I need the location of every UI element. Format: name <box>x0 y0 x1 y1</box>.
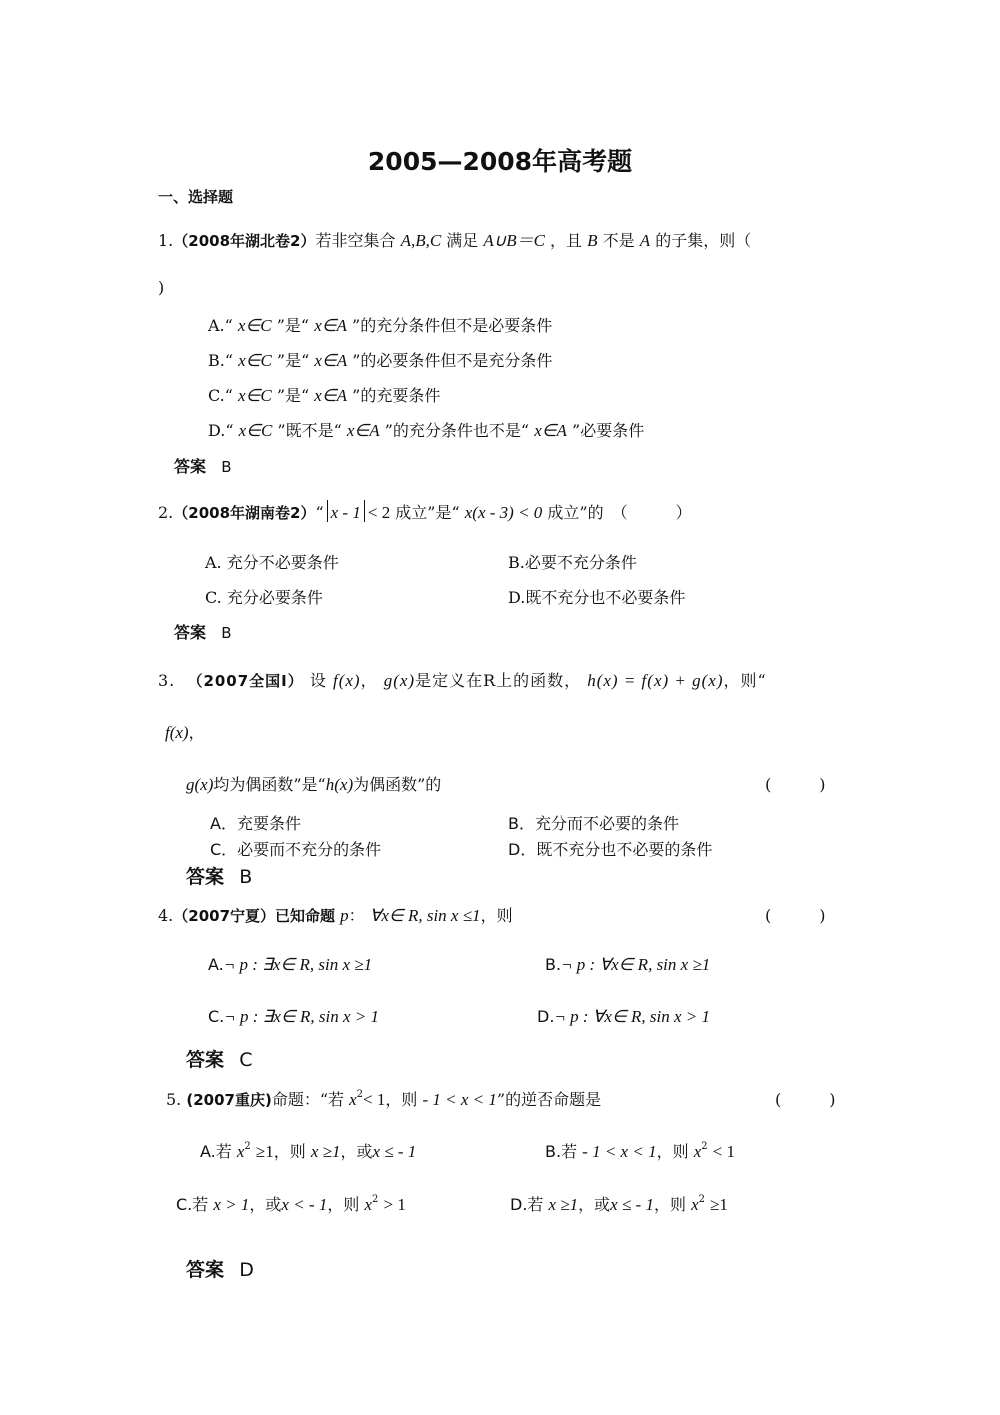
stem-text: ，且 <box>550 231 583 250</box>
option-text: ，或 <box>340 1142 373 1161</box>
question-2-option-c: C. 充分必要条件 <box>205 588 323 607</box>
question-number: 5. <box>166 1090 182 1109</box>
question-1-option-c <box>208 383 440 406</box>
question-source: （2008年湖南卷2） <box>173 504 316 522</box>
stem-text: 是定义在R上的函数， <box>415 671 582 690</box>
math-expr: x ≤ - 1 <box>372 1142 417 1161</box>
math-expr: ¬ p : ∃x∈ R, sin x > 1 <box>224 1007 379 1026</box>
question-4-paren: ( ) <box>765 906 826 925</box>
math-expr: x <box>693 1142 702 1161</box>
stem-text: 的子集，则（ <box>655 231 752 250</box>
math-expr: f(x) <box>165 723 189 742</box>
math-expr: x - 1 <box>330 503 361 522</box>
question-5-answer <box>186 1255 254 1282</box>
stem-text: ： <box>348 906 365 925</box>
math-expr: x∈A <box>314 386 348 405</box>
section-heading: 一、选择题 <box>158 188 234 206</box>
question-2-stem <box>158 500 692 523</box>
option-label: C.“ <box>208 386 233 405</box>
question-3-option-c: C．必要而不充分的条件 <box>210 840 382 859</box>
math-expr: g(x) <box>383 671 416 690</box>
math-expr: > 1 <box>383 1195 406 1214</box>
answer-label: 答案 <box>174 623 207 642</box>
superscript: 2 <box>372 1194 379 1205</box>
abs-bar-right <box>364 500 365 522</box>
math-expr: x∈C <box>238 351 272 370</box>
answer-value: B <box>221 458 232 476</box>
math-expr: A <box>639 231 651 250</box>
option-text: ”的必要条件但不是充分条件 <box>352 351 553 370</box>
math-expr: x∈A <box>314 316 347 335</box>
math-expr: f(x) <box>332 671 361 690</box>
math-expr: A∪B＝C <box>483 231 545 250</box>
stem-text: 均为偶函数”是“ <box>213 775 326 794</box>
option-label: D.“ <box>208 421 234 440</box>
question-2-option-b: B.必要不充分条件 <box>508 553 637 572</box>
option-label: B. <box>545 955 562 974</box>
superscript: 2 <box>356 1089 364 1100</box>
question-4-option-a <box>208 955 372 975</box>
option-text: ，则 <box>327 1195 360 1214</box>
option-text: 若 <box>192 1195 209 1214</box>
option-text: ”必要条件 <box>572 421 645 440</box>
option-text: 若 <box>561 1142 578 1161</box>
answer-value: D <box>239 1259 254 1281</box>
question-3-stem-line2 <box>165 720 205 743</box>
question-number: 1. <box>158 231 174 250</box>
stem-text: ，则 <box>385 1090 418 1109</box>
math-expr: x∈C <box>238 421 273 440</box>
superscript: 2 <box>244 1141 251 1152</box>
math-expr: < 2 <box>367 503 391 522</box>
question-number: 2. <box>158 503 174 522</box>
option-text: ，则 <box>656 1142 689 1161</box>
answer-label: 答案 <box>186 1049 225 1071</box>
question-4-option-b <box>545 955 710 975</box>
option-text: ”是“ <box>276 386 310 405</box>
question-1-close-paren: ) <box>158 278 165 297</box>
option-text: ”的充要条件 <box>352 386 441 405</box>
question-1-answer <box>174 454 232 477</box>
answer-value: C <box>239 1049 253 1071</box>
math-expr: h(x) <box>325 775 354 794</box>
stem-text: 成立”是“ <box>395 503 460 522</box>
question-number: 3. <box>158 671 176 690</box>
question-1-option-d <box>208 418 644 441</box>
question-3-option-d: D．既不充分也不必要的条件 <box>508 840 713 859</box>
option-label: D. <box>537 1007 555 1026</box>
math-expr: ¬ p : ∀x∈ R, sin x ≥1 <box>561 955 711 974</box>
math-expr: ¬ p : ∃x∈ R, sin x ≥1 <box>223 955 373 974</box>
math-expr: x ≥1 <box>310 1142 341 1161</box>
question-5-option-c <box>176 1192 406 1215</box>
option-text: ，则 <box>653 1195 686 1214</box>
question-4-option-c <box>208 1007 379 1027</box>
question-2-option-a: A. 充分不必要条件 <box>205 553 339 572</box>
question-source: （2007全国Ⅰ） <box>187 672 304 690</box>
math-expr: < 1 <box>712 1142 736 1161</box>
option-text: 若 <box>215 1142 232 1161</box>
question-5-option-d <box>510 1192 728 1215</box>
answer-label: 答案 <box>186 1259 225 1281</box>
option-text: ，则 <box>273 1142 306 1161</box>
option-label: D. <box>510 1195 528 1214</box>
math-expr: A,B,C <box>400 231 442 250</box>
question-source: （2008年湖北卷2） <box>173 232 316 250</box>
math-expr: x < - 1 <box>281 1195 328 1214</box>
question-source: （2007宁夏）已知命题 <box>173 907 336 925</box>
option-text: ，或 <box>249 1195 282 1214</box>
answer-value: B <box>239 866 253 888</box>
math-expr: x <box>349 1090 357 1109</box>
question-5-option-a <box>200 1139 416 1162</box>
stem-text: ，则 <box>480 906 513 925</box>
question-5-option-b <box>545 1139 735 1162</box>
question-1-option-b <box>208 348 552 371</box>
question-source: (2007重庆) <box>186 1091 272 1109</box>
option-label: A.“ <box>208 316 233 335</box>
option-label: A. <box>208 955 224 974</box>
math-expr: < 1 <box>363 1090 386 1109</box>
question-4-option-d <box>537 1007 710 1027</box>
option-text: ”是“ <box>276 316 310 335</box>
superscript: 2 <box>698 1194 705 1205</box>
math-expr: - 1 < x < 1 <box>582 1142 657 1161</box>
superscript: 2 <box>701 1141 708 1152</box>
option-text: ”是“ <box>276 351 310 370</box>
question-3-option-a: A．充要条件 <box>210 814 301 833</box>
stem-text: ， <box>360 671 378 690</box>
math-expr: ≥1 <box>710 1195 728 1214</box>
math-expr: x <box>691 1195 699 1214</box>
question-4-answer <box>186 1045 253 1072</box>
math-expr: p <box>340 906 349 925</box>
math-expr: - 1 < x < 1 <box>422 1090 497 1109</box>
answer-label: 答案 <box>174 457 207 476</box>
math-expr: h(x) = f(x) + g(x) <box>587 671 724 690</box>
page-title: 2005—2008年高考题 <box>367 147 633 176</box>
math-expr: x∈A <box>314 351 348 370</box>
stem-text: ，则“ <box>723 671 767 690</box>
math-expr: B <box>587 231 598 250</box>
math-expr: x∈C <box>237 316 272 335</box>
math-expr: x <box>364 1195 373 1214</box>
question-1-stem <box>158 226 751 251</box>
math-expr: x(x - 3) < 0 <box>464 503 543 522</box>
math-expr: x∈C <box>238 386 272 405</box>
stem-text: 成立”的 （ ） <box>547 503 692 522</box>
option-text: ，或 <box>578 1195 611 1214</box>
stem-text: 满足 <box>446 231 479 250</box>
question-3-answer <box>186 862 252 889</box>
answer-value: B <box>221 624 232 642</box>
question-4-stem <box>158 903 513 926</box>
stem-text: 不是 <box>602 231 635 250</box>
option-label: A. <box>200 1142 216 1161</box>
question-number: 4. <box>158 906 174 925</box>
question-3-option-b: B．充分而不必要的条件 <box>508 814 679 833</box>
math-expr: ≥1 <box>255 1142 274 1161</box>
question-5-paren: ( ) <box>775 1090 836 1109</box>
math-expr: ¬ p : ∀x∈ R, sin x > 1 <box>554 1007 711 1026</box>
question-3-stem <box>158 668 767 691</box>
stem-text: 为偶函数”的 <box>353 775 442 794</box>
stem-text: ”的逆否命题是 <box>496 1090 602 1109</box>
answer-label: 答案 <box>186 866 225 888</box>
abs-bar-left <box>327 500 328 522</box>
option-text: 若 <box>527 1195 544 1214</box>
question-2-option-d: D.既不充分也不必要条件 <box>508 588 686 607</box>
math-expr: x ≥1 <box>548 1195 579 1214</box>
math-expr: x∈A <box>534 421 567 440</box>
option-label: C. <box>208 1007 225 1026</box>
option-text: ”的充分条件但不是必要条件 <box>352 316 553 335</box>
stem-text: 命题：“若 <box>271 1090 345 1109</box>
stem-text: ， <box>188 723 205 742</box>
math-expr: x > 1 <box>213 1195 250 1214</box>
question-3-paren: ( ) <box>765 775 826 794</box>
option-text: ”既不是“ <box>277 421 342 440</box>
option-text: ”的充分条件也不是“ <box>384 421 530 440</box>
question-2-answer <box>174 620 232 643</box>
stem-text: 设 <box>309 671 327 690</box>
option-label: C. <box>176 1195 193 1214</box>
math-expr: g(x) <box>186 775 214 794</box>
math-expr: x ≤ - 1 <box>610 1195 654 1214</box>
stem-text: “ <box>315 503 324 522</box>
option-label: B. <box>545 1142 562 1161</box>
math-expr: x∈A <box>346 421 380 440</box>
math-expr: ∀x∈ R, sin x ≤1 <box>369 906 481 925</box>
question-5-stem <box>166 1087 601 1110</box>
option-label: B.“ <box>208 351 234 370</box>
question-3-stem-line3 <box>186 772 441 795</box>
question-1-option-a <box>208 313 552 336</box>
math-expr: x <box>236 1142 245 1161</box>
stem-text: 若非空集合 <box>315 231 396 250</box>
